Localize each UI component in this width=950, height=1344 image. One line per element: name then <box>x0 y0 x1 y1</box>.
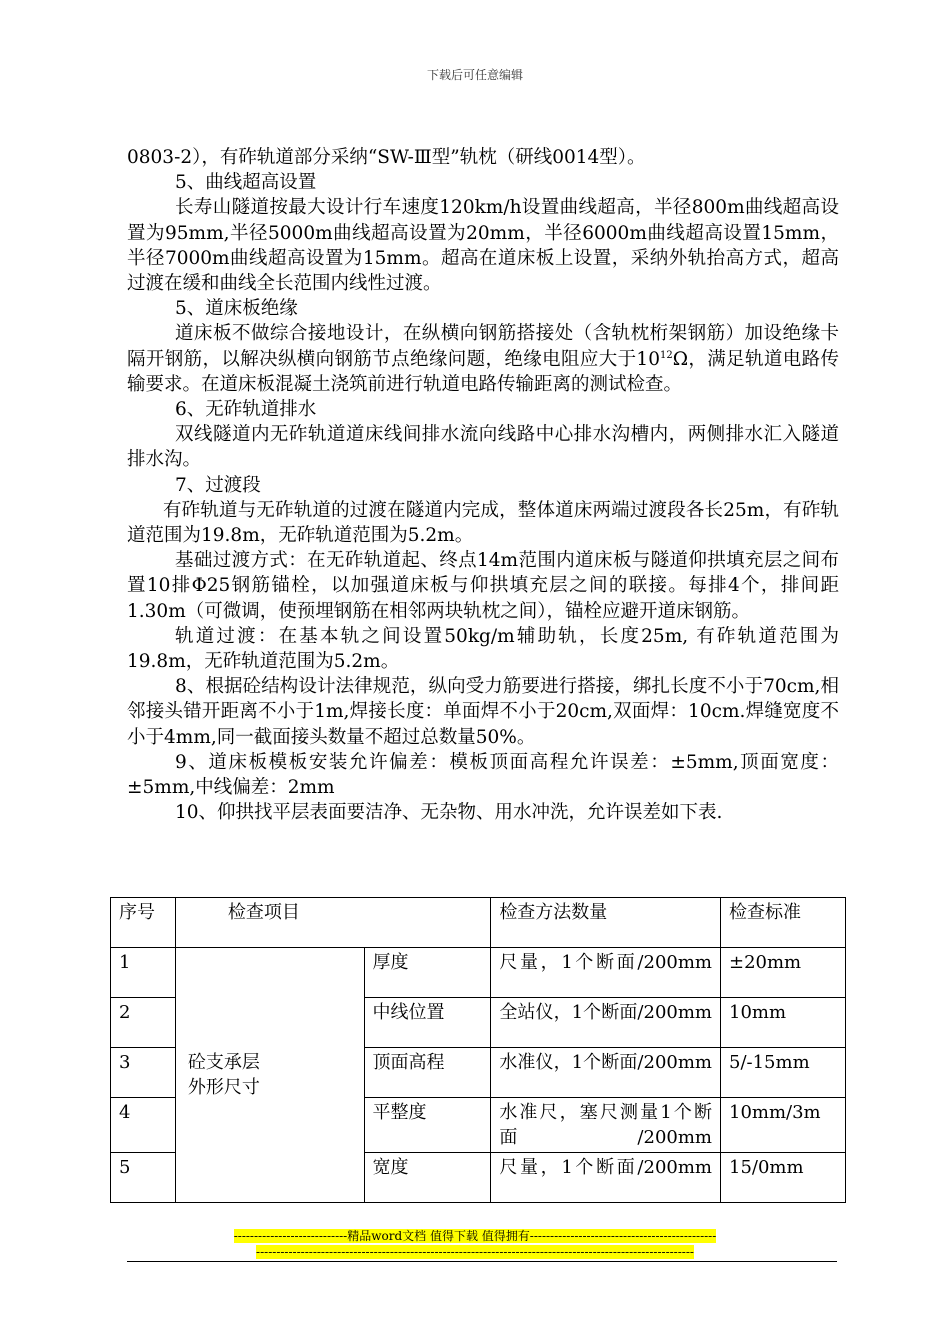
footer-rule <box>127 1261 837 1262</box>
header-method: 检查方法数量 <box>491 898 721 948</box>
paragraph-transition: 有砟轨道与无砟轨道的过渡在隧道内完成，整体道床两端过渡段各长25m，有砟轨道范围为19.8m，无砟轨道范围为5.2m。 <box>127 499 839 547</box>
header-item: 检查项目 <box>175 898 490 948</box>
paragraph-foundation-transition: 基础过渡方式：在无砟轨道起、终点14m范围内道床板与隧道仰拱填充层之间布置10排Φ25钢筋锚栓，以加强道床板与仰拱填充层之间的联接。每排4个，排间距1.30m（可微调，使预埋钢筋在相邻两块轨枕之间），锚栓应避开道床钢筋。 <box>127 550 839 622</box>
cell-item: 宽度 <box>364 1153 491 1203</box>
cell-no: 4 <box>111 1098 176 1153</box>
paragraph-sleeper-type: 0803-2），有砟轨道部分采纳“SW-Ⅲ型”轨枕（研线0014型）。 <box>127 147 646 168</box>
cell-method: 尺量，1个断面/200mm <box>491 1153 721 1203</box>
cell-item: 平整度 <box>364 1098 491 1153</box>
insulation-exponent: 12 <box>659 349 673 361</box>
cell-standard: 15/0mm <box>721 1153 846 1203</box>
footer-line-2: ------------------------------------------------------------------------------------------------------------ <box>256 1245 694 1259</box>
cell-method: 水准尺，塞尺测量1个断面/200mm <box>491 1098 721 1153</box>
insulation-text-b: Ω，满足轨道电路传输要求。在道床板混凝土浇筑前进行轨道电路传输距离的测试检查。 <box>127 348 840 395</box>
paragraph-track-transition: 轨道过渡：在基本轨之间设置50kg/m辅助轨，长度25m, 有砟轨道范围为19.8m，无砟轨道范围为5.2m。 <box>127 625 839 673</box>
cell-standard: 10mm <box>721 998 846 1048</box>
cell-standard: 10mm/3m <box>721 1098 846 1153</box>
footer-line-1: ----------------------------精品word文档 值得下载 值得拥有---------------------------------------------- <box>233 1229 717 1243</box>
paragraph-leveling-layer: 10、仰拱找平层表面要洁净、无杂物、用水冲洗，允许误差如下表. <box>175 802 723 824</box>
cell-no: 3 <box>111 1048 176 1098</box>
heading-transition: 7、过渡段 <box>175 474 261 496</box>
cell-no: 2 <box>111 998 176 1048</box>
heading-bed-insulation: 5、道床板绝缘 <box>175 298 298 320</box>
heading-drainage: 6、无砟轨道排水 <box>175 399 317 421</box>
document-body <box>127 145 839 825</box>
table-row <box>111 948 846 998</box>
table-header-row <box>111 898 846 948</box>
cell-group-label: 砼支承层 外形尺寸 <box>175 948 364 1203</box>
cell-method: 水准仪，1个断面/200mm <box>491 1048 721 1098</box>
insulation-text-a: 道床板不做综合接地设计，在纵横向钢筋搭接处（含轨枕桁架钢筋）加设绝缘卡隔开钢筋，以解决纵横向钢筋节点绝缘问题，绝缘电阻应大于10 <box>127 323 839 370</box>
cell-no: 5 <box>111 1153 176 1203</box>
paragraph-insulation <box>127 321 839 397</box>
cell-item: 顶面高程 <box>364 1048 491 1098</box>
footer-banner <box>0 1229 950 1244</box>
cell-standard: 5/-15mm <box>721 1048 846 1098</box>
header-no: 序号 <box>111 898 176 948</box>
paragraph-formwork-tolerance: 9、道床板模板安装允许偏差：模板顶面高程允许误差：±5mm,顶面宽度：±5mm,中线偏差：2mm <box>127 751 839 799</box>
paragraph-drainage: 双线隧道内无砟轨道道床线间排水流向线路中心排水沟槽内，两侧排水汇入隧道排水沟。 <box>127 424 839 471</box>
paragraph-rebar-lap: 8、根据砼结构设计法律规范，纵向受力筋要进行搭接，绑扎长度不小于70cm,相邻接头错开距离不小于1m,焊接长度：单面焊不小于20cm,双面焊：10cm.焊缝宽度不小于4mm,同一截面接头数量不超过总数量50%。 <box>127 676 839 748</box>
paragraph-superelevation: 长寿山隧道按最大设计行车速度120km/h设置曲线超高，半径800m曲线超高设置为95mm,半径5000m曲线超高设置为20mm，半径6000m曲线超高设置15mm，半径7000m曲线超高设置为15mm。超高在道床板上设置，采纳外轨抬高方式，超高过渡在缓和曲线全长范围内线性过渡。 <box>127 197 839 295</box>
cell-standard: ±20mm <box>721 948 846 998</box>
inspection-table <box>110 897 846 1203</box>
cell-method: 全站仪，1个断面/200mm <box>491 998 721 1048</box>
heading-curve-superelevation: 5、曲线超高设置 <box>175 172 317 194</box>
page-header: 下载后可任意编辑 <box>426 68 523 82</box>
cell-item: 厚度 <box>364 948 491 998</box>
cell-method: 尺量，1个断面/200mm <box>491 948 721 998</box>
cell-item: 中线位置 <box>364 998 491 1048</box>
header-standard: 检查标准 <box>721 898 846 948</box>
cell-no: 1 <box>111 948 176 998</box>
footer-dashes <box>0 1245 950 1260</box>
